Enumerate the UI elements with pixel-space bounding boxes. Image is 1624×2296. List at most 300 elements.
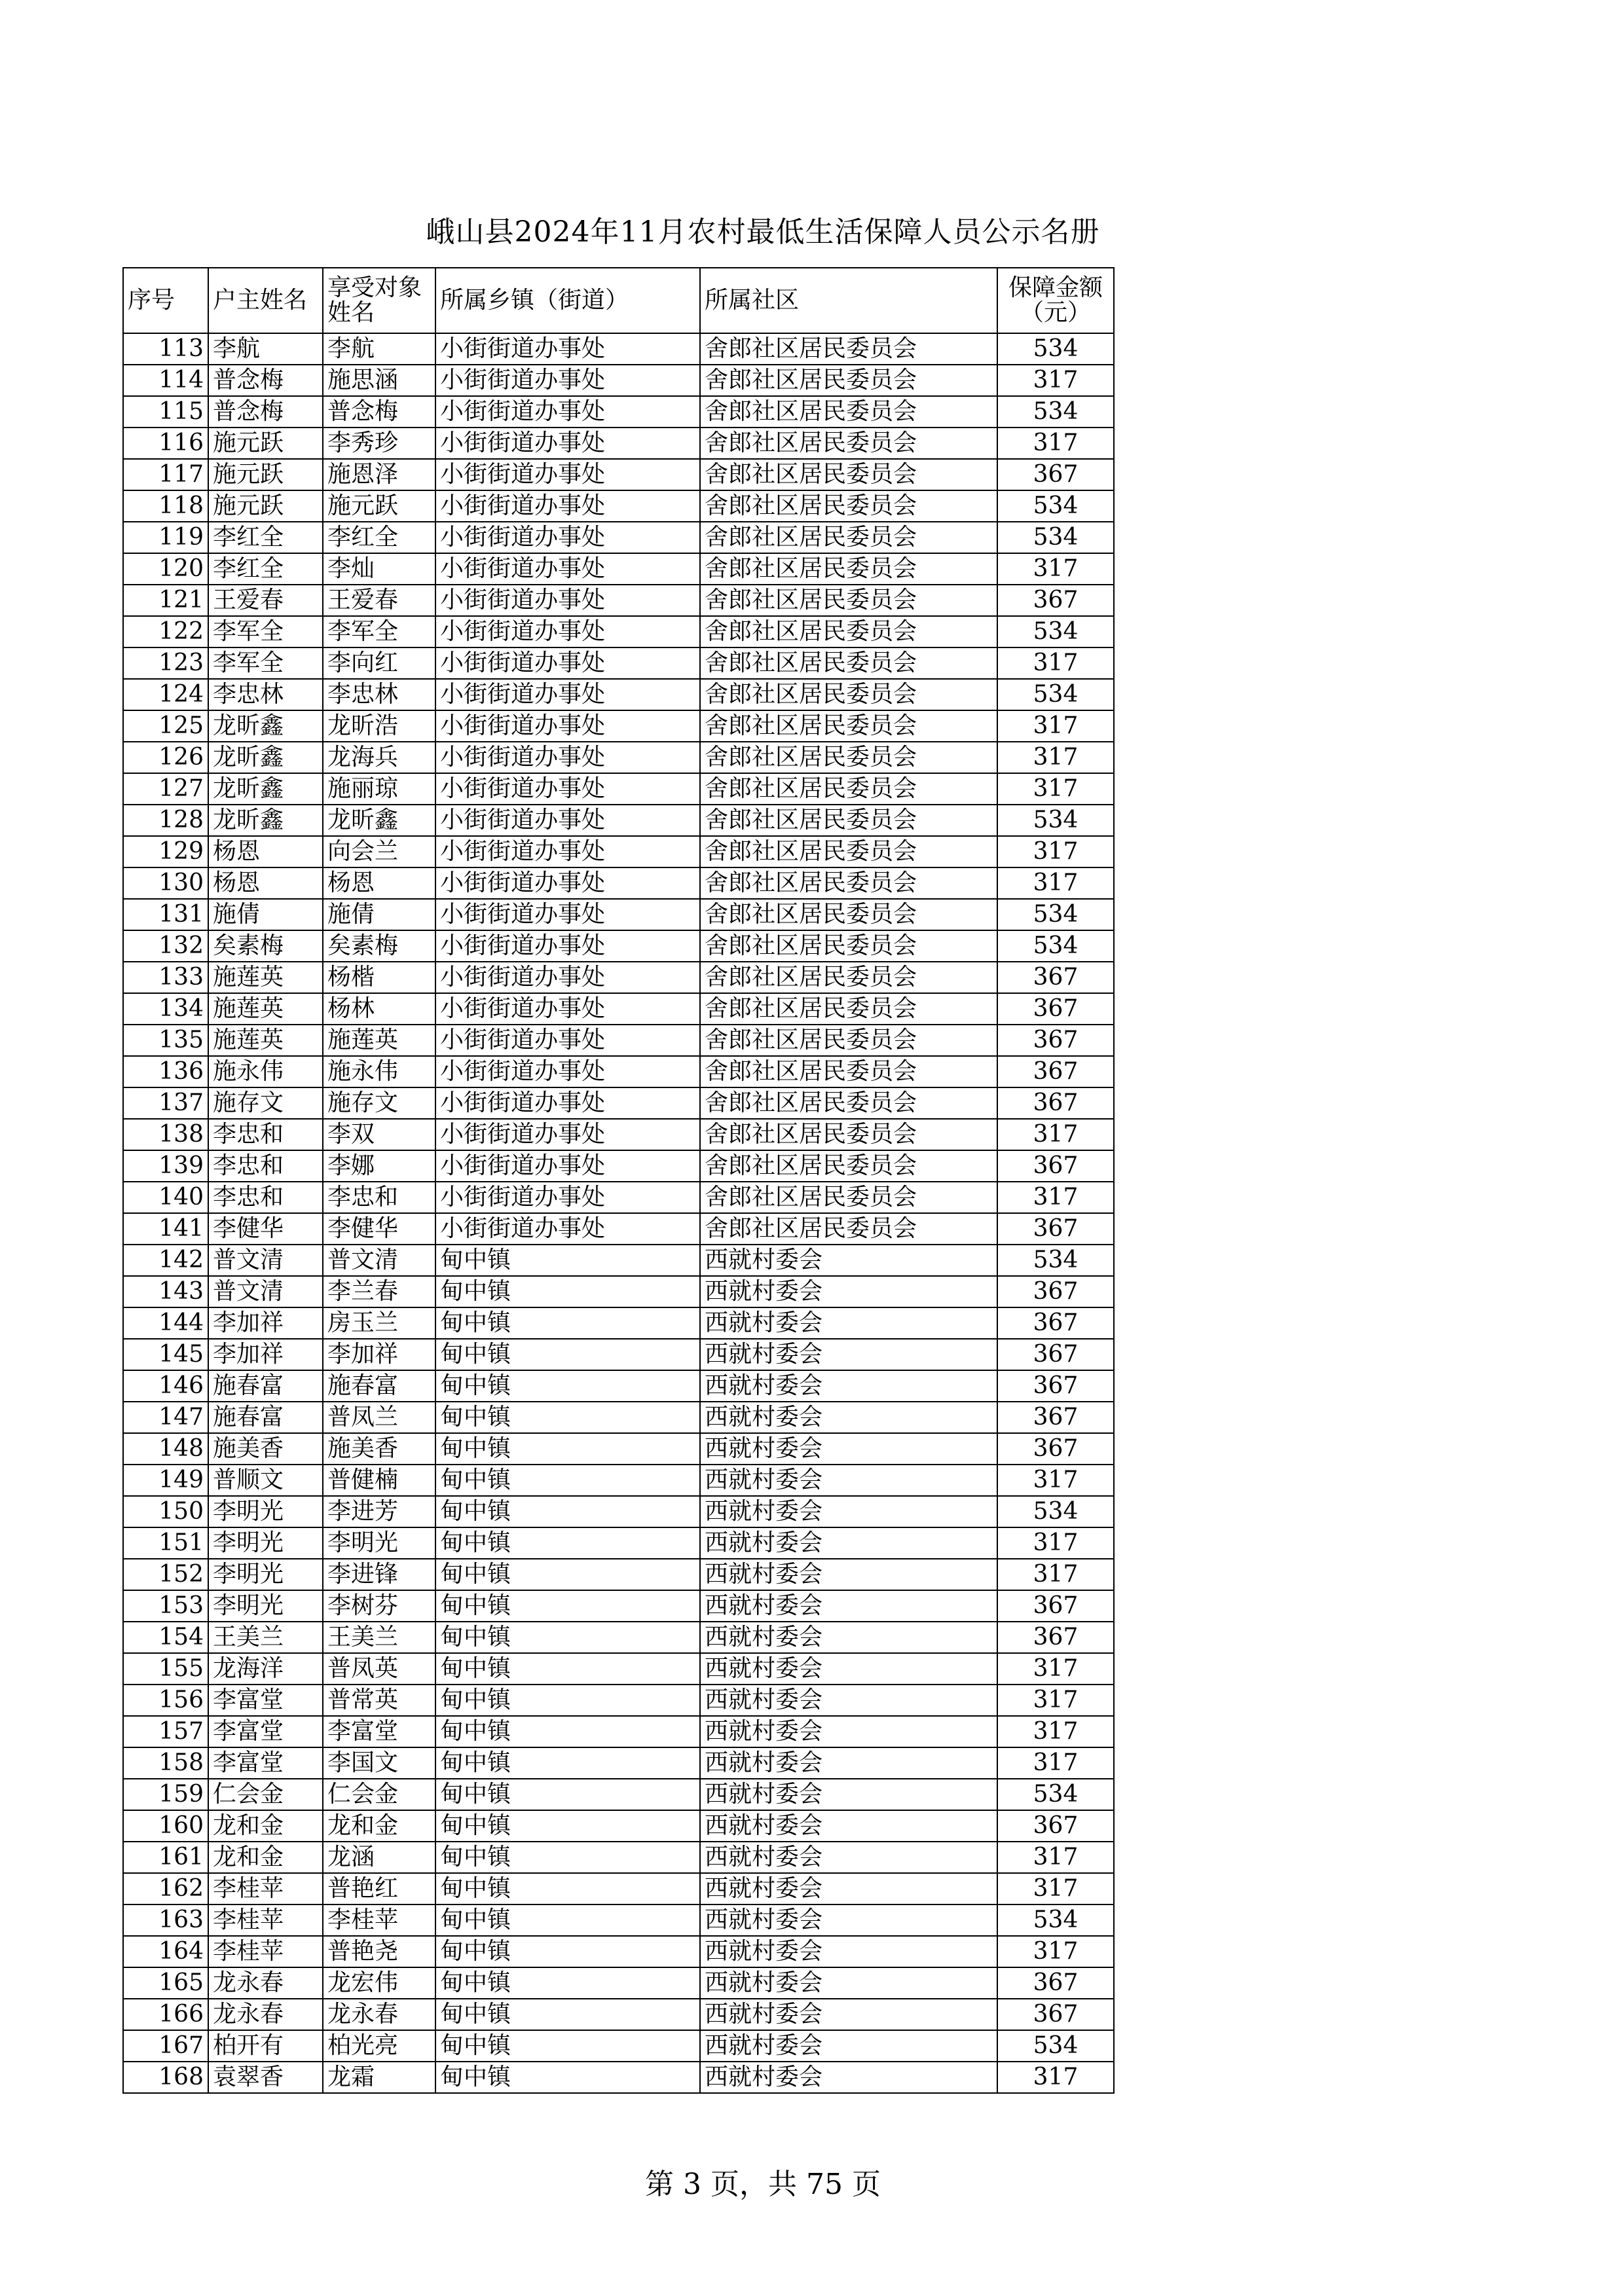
row-householder: 龙昕鑫 <box>208 805 323 836</box>
row-amount: 367 <box>997 1056 1114 1087</box>
row-community: 舍郎社区居民委员会 <box>700 1119 997 1150</box>
row-amount: 534 <box>997 616 1114 647</box>
table-row <box>123 1182 1114 1213</box>
row-no: 147 <box>123 1402 208 1433</box>
row-town: 甸中镇 <box>435 1465 700 1496</box>
table-row <box>123 1527 1114 1559</box>
table-row <box>123 1716 1114 1747</box>
table-row <box>123 2030 1114 2062</box>
row-amount: 317 <box>997 1685 1114 1716</box>
row-beneficiary: 向会兰 <box>323 836 435 867</box>
header-town: 所属乡镇（街道） <box>435 268 700 333</box>
table-row <box>123 1685 1114 1716</box>
row-amount: 367 <box>997 993 1114 1025</box>
row-householder: 王美兰 <box>208 1622 323 1653</box>
row-householder: 李红全 <box>208 522 323 553</box>
row-householder: 李军全 <box>208 647 323 679</box>
row-town: 甸中镇 <box>435 1967 700 1999</box>
row-amount: 317 <box>997 365 1114 396</box>
row-amount: 534 <box>997 490 1114 522</box>
row-beneficiary: 施元跃 <box>323 490 435 522</box>
row-beneficiary: 李桂苹 <box>323 1904 435 1936</box>
row-town: 小街街道办事处 <box>435 1182 700 1213</box>
row-householder: 龙海洋 <box>208 1653 323 1685</box>
row-town: 小街街道办事处 <box>435 710 700 742</box>
table-row <box>123 899 1114 930</box>
row-beneficiary: 李军全 <box>323 616 435 647</box>
row-community: 西就村委会 <box>700 1716 997 1747</box>
row-householder: 李富堂 <box>208 1716 323 1747</box>
row-beneficiary: 普凤兰 <box>323 1402 435 1433</box>
row-householder: 袁翠香 <box>208 2062 323 2093</box>
row-amount: 317 <box>997 1182 1114 1213</box>
row-amount: 317 <box>997 1465 1114 1496</box>
row-amount: 534 <box>997 1904 1114 1936</box>
row-no: 166 <box>123 1999 208 2030</box>
row-amount: 367 <box>997 1276 1114 1307</box>
row-beneficiary: 李健华 <box>323 1213 435 1245</box>
row-beneficiary: 施丽琼 <box>323 773 435 805</box>
row-community: 舍郎社区居民委员会 <box>700 553 997 585</box>
row-town: 甸中镇 <box>435 1433 700 1465</box>
row-amount: 534 <box>997 930 1114 962</box>
row-community: 舍郎社区居民委员会 <box>700 742 997 773</box>
row-beneficiary: 普凤英 <box>323 1653 435 1685</box>
row-amount: 534 <box>997 1245 1114 1276</box>
table-row <box>123 1433 1114 1465</box>
row-householder: 普念梅 <box>208 396 323 428</box>
row-beneficiary: 龙宏伟 <box>323 1967 435 1999</box>
row-town: 小街街道办事处 <box>435 616 700 647</box>
row-beneficiary: 施永伟 <box>323 1056 435 1087</box>
row-amount: 534 <box>997 679 1114 710</box>
row-householder: 李明光 <box>208 1590 323 1622</box>
table-row <box>123 2062 1114 2093</box>
row-amount: 367 <box>997 459 1114 490</box>
row-no: 119 <box>123 522 208 553</box>
table-row <box>123 1150 1114 1182</box>
row-community: 舍郎社区居民委员会 <box>700 867 997 899</box>
row-beneficiary: 李秀珍 <box>323 428 435 459</box>
row-town: 小街街道办事处 <box>435 962 700 993</box>
row-householder: 龙和金 <box>208 1842 323 1873</box>
row-community: 西就村委会 <box>700 1402 997 1433</box>
row-no: 146 <box>123 1370 208 1402</box>
row-town: 小街街道办事处 <box>435 459 700 490</box>
row-no: 126 <box>123 742 208 773</box>
row-community: 舍郎社区居民委员会 <box>700 899 997 930</box>
table-row <box>123 1810 1114 1842</box>
row-no: 133 <box>123 962 208 993</box>
table-row <box>123 773 1114 805</box>
row-community: 西就村委会 <box>700 1653 997 1685</box>
row-town: 小街街道办事处 <box>435 993 700 1025</box>
row-community: 舍郎社区居民委员会 <box>700 993 997 1025</box>
row-town: 小街街道办事处 <box>435 899 700 930</box>
row-town: 甸中镇 <box>435 1307 700 1339</box>
row-amount: 367 <box>997 1810 1114 1842</box>
row-beneficiary: 普健楠 <box>323 1465 435 1496</box>
row-town: 甸中镇 <box>435 1402 700 1433</box>
table-row <box>123 459 1114 490</box>
row-town: 小街街道办事处 <box>435 1056 700 1087</box>
row-amount: 367 <box>997 1025 1114 1056</box>
roster-body <box>123 333 1114 2093</box>
row-householder: 李富堂 <box>208 1685 323 1716</box>
row-town: 小街街道办事处 <box>435 333 700 365</box>
row-householder: 龙昕鑫 <box>208 773 323 805</box>
row-amount: 317 <box>997 1653 1114 1685</box>
row-householder: 施元跃 <box>208 490 323 522</box>
table-row <box>123 333 1114 365</box>
row-beneficiary: 龙涵 <box>323 1842 435 1873</box>
row-town: 小街街道办事处 <box>435 522 700 553</box>
row-beneficiary: 杨恩 <box>323 867 435 899</box>
row-community: 舍郎社区居民委员会 <box>700 428 997 459</box>
row-community: 舍郎社区居民委员会 <box>700 365 997 396</box>
row-town: 小街街道办事处 <box>435 679 700 710</box>
row-householder: 李加祥 <box>208 1339 323 1370</box>
header-amount: 保障金额（元） <box>997 268 1114 333</box>
row-amount: 534 <box>997 805 1114 836</box>
row-community: 西就村委会 <box>700 1999 997 2030</box>
header-no: 序号 <box>123 268 208 333</box>
row-community: 西就村委会 <box>700 1276 997 1307</box>
row-beneficiary: 龙昕浩 <box>323 710 435 742</box>
row-no: 164 <box>123 1936 208 1967</box>
row-no: 149 <box>123 1465 208 1496</box>
table-row <box>123 867 1114 899</box>
row-beneficiary: 李娜 <box>323 1150 435 1182</box>
row-town: 小街街道办事处 <box>435 647 700 679</box>
row-community: 舍郎社区居民委员会 <box>700 1150 997 1182</box>
row-community: 舍郎社区居民委员会 <box>700 1025 997 1056</box>
table-row <box>123 522 1114 553</box>
table-row <box>123 836 1114 867</box>
row-householder: 柏开有 <box>208 2030 323 2062</box>
row-community: 西就村委会 <box>700 1496 997 1527</box>
row-town: 甸中镇 <box>435 1496 700 1527</box>
row-householder: 施永伟 <box>208 1056 323 1087</box>
row-no: 150 <box>123 1496 208 1527</box>
row-householder: 施美香 <box>208 1433 323 1465</box>
row-amount: 534 <box>997 522 1114 553</box>
row-no: 128 <box>123 805 208 836</box>
row-town: 甸中镇 <box>435 1999 700 2030</box>
table-row <box>123 428 1114 459</box>
row-beneficiary: 王美兰 <box>323 1622 435 1653</box>
row-town: 甸中镇 <box>435 1339 700 1370</box>
row-householder: 李忠和 <box>208 1150 323 1182</box>
row-community: 舍郎社区居民委员会 <box>700 647 997 679</box>
row-no: 158 <box>123 1747 208 1779</box>
row-beneficiary: 李向红 <box>323 647 435 679</box>
row-community: 舍郎社区居民委员会 <box>700 679 997 710</box>
table-row <box>123 1465 1114 1496</box>
row-no: 140 <box>123 1182 208 1213</box>
row-no: 132 <box>123 930 208 962</box>
table-row <box>123 1119 1114 1150</box>
row-amount: 367 <box>997 962 1114 993</box>
row-no: 122 <box>123 616 208 647</box>
table-row <box>123 1245 1114 1276</box>
row-community: 西就村委会 <box>700 1936 997 1967</box>
row-community: 西就村委会 <box>700 1433 997 1465</box>
table-row <box>123 930 1114 962</box>
row-amount: 317 <box>997 867 1114 899</box>
row-beneficiary: 普念梅 <box>323 396 435 428</box>
row-town: 甸中镇 <box>435 1685 700 1716</box>
row-amount: 367 <box>997 1150 1114 1182</box>
row-no: 136 <box>123 1056 208 1087</box>
row-amount: 367 <box>997 1087 1114 1119</box>
row-no: 145 <box>123 1339 208 1370</box>
row-community: 西就村委会 <box>700 1873 997 1904</box>
row-no: 155 <box>123 1653 208 1685</box>
row-beneficiary: 李兰春 <box>323 1276 435 1307</box>
table-row <box>123 962 1114 993</box>
row-town: 甸中镇 <box>435 1559 700 1590</box>
table-row <box>123 742 1114 773</box>
row-householder: 施莲英 <box>208 993 323 1025</box>
row-community: 舍郎社区居民委员会 <box>700 710 997 742</box>
row-householder: 矣素梅 <box>208 930 323 962</box>
row-town: 甸中镇 <box>435 1527 700 1559</box>
table-row <box>123 1307 1114 1339</box>
row-amount: 317 <box>997 428 1114 459</box>
row-beneficiary: 龙和金 <box>323 1810 435 1842</box>
row-amount: 317 <box>997 1936 1114 1967</box>
row-town: 甸中镇 <box>435 1747 700 1779</box>
table-row <box>123 679 1114 710</box>
row-town: 甸中镇 <box>435 2030 700 2062</box>
row-community: 西就村委会 <box>700 2030 997 2062</box>
table-row <box>123 1087 1114 1119</box>
row-no: 163 <box>123 1904 208 1936</box>
table-row <box>123 1590 1114 1622</box>
row-householder: 施元跃 <box>208 459 323 490</box>
page-footer <box>0 2160 1624 2202</box>
row-beneficiary: 施春富 <box>323 1370 435 1402</box>
table-row <box>123 1402 1114 1433</box>
row-householder: 李航 <box>208 333 323 365</box>
row-amount: 367 <box>997 1622 1114 1653</box>
row-householder: 李明光 <box>208 1559 323 1590</box>
row-no: 135 <box>123 1025 208 1056</box>
table-row <box>123 1967 1114 1999</box>
row-town: 甸中镇 <box>435 1653 700 1685</box>
row-community: 舍郎社区居民委员会 <box>700 396 997 428</box>
row-community: 舍郎社区居民委员会 <box>700 459 997 490</box>
row-amount: 317 <box>997 1716 1114 1747</box>
table-row <box>123 1622 1114 1653</box>
table-row <box>123 490 1114 522</box>
row-community: 舍郎社区居民委员会 <box>700 333 997 365</box>
row-community: 西就村委会 <box>700 1245 997 1276</box>
row-beneficiary: 柏光亮 <box>323 2030 435 2062</box>
row-no: 159 <box>123 1779 208 1810</box>
table-row <box>123 1999 1114 2030</box>
row-householder: 普文清 <box>208 1245 323 1276</box>
row-community: 舍郎社区居民委员会 <box>700 1087 997 1119</box>
row-beneficiary: 李红全 <box>323 522 435 553</box>
table-row <box>123 365 1114 396</box>
row-householder: 杨恩 <box>208 836 323 867</box>
row-no: 137 <box>123 1087 208 1119</box>
row-householder: 普文清 <box>208 1276 323 1307</box>
table-row <box>123 396 1114 428</box>
row-beneficiary: 普艳红 <box>323 1873 435 1904</box>
row-town: 小街街道办事处 <box>435 1150 700 1182</box>
row-amount: 317 <box>997 1559 1114 1590</box>
row-householder: 施存文 <box>208 1087 323 1119</box>
row-householder: 施莲英 <box>208 1025 323 1056</box>
row-community: 西就村委会 <box>700 1685 997 1716</box>
row-amount: 317 <box>997 1119 1114 1150</box>
table-row <box>123 1779 1114 1810</box>
row-householder: 李忠和 <box>208 1119 323 1150</box>
table-row <box>123 1747 1114 1779</box>
row-householder: 施莲英 <box>208 962 323 993</box>
row-beneficiary: 李加祥 <box>323 1339 435 1370</box>
row-no: 160 <box>123 1810 208 1842</box>
row-beneficiary: 施倩 <box>323 899 435 930</box>
document-title-text: 峨山县2024年11月农村最低生活保障人员公示名册 <box>426 215 1100 249</box>
row-beneficiary: 施莲英 <box>323 1025 435 1056</box>
row-householder: 普念梅 <box>208 365 323 396</box>
row-beneficiary: 施思涵 <box>323 365 435 396</box>
table-row <box>123 553 1114 585</box>
row-householder: 李红全 <box>208 553 323 585</box>
row-householder: 施元跃 <box>208 428 323 459</box>
row-no: 114 <box>123 365 208 396</box>
row-town: 甸中镇 <box>435 1622 700 1653</box>
row-beneficiary: 李进锋 <box>323 1559 435 1590</box>
row-amount: 534 <box>997 1779 1114 1810</box>
row-no: 113 <box>123 333 208 365</box>
row-town: 甸中镇 <box>435 1810 700 1842</box>
row-amount: 317 <box>997 2062 1114 2093</box>
row-beneficiary: 龙昕鑫 <box>323 805 435 836</box>
row-community: 西就村委会 <box>700 1779 997 1810</box>
row-beneficiary: 李灿 <box>323 553 435 585</box>
row-householder: 李忠林 <box>208 679 323 710</box>
row-amount: 367 <box>997 1213 1114 1245</box>
row-town: 小街街道办事处 <box>435 867 700 899</box>
row-no: 129 <box>123 836 208 867</box>
row-community: 西就村委会 <box>700 1747 997 1779</box>
row-town: 甸中镇 <box>435 1590 700 1622</box>
row-amount: 367 <box>997 1307 1114 1339</box>
row-no: 153 <box>123 1590 208 1622</box>
row-town: 甸中镇 <box>435 1842 700 1873</box>
row-community: 舍郎社区居民委员会 <box>700 1182 997 1213</box>
header-beneficiary: 享受对象姓名 <box>323 268 435 333</box>
row-town: 甸中镇 <box>435 1716 700 1747</box>
row-beneficiary: 普常英 <box>323 1685 435 1716</box>
row-town: 小街街道办事处 <box>435 742 700 773</box>
row-community: 西就村委会 <box>700 1967 997 1999</box>
row-amount: 367 <box>997 1402 1114 1433</box>
row-no: 121 <box>123 585 208 616</box>
row-amount: 367 <box>997 1433 1114 1465</box>
row-beneficiary: 李进芳 <box>323 1496 435 1527</box>
row-community: 舍郎社区居民委员会 <box>700 1056 997 1087</box>
row-beneficiary: 施存文 <box>323 1087 435 1119</box>
row-no: 118 <box>123 490 208 522</box>
row-community: 西就村委会 <box>700 1339 997 1370</box>
row-beneficiary: 施恩泽 <box>323 459 435 490</box>
row-amount: 317 <box>997 836 1114 867</box>
row-community: 舍郎社区居民委员会 <box>700 805 997 836</box>
row-town: 小街街道办事处 <box>435 490 700 522</box>
table-row <box>123 1842 1114 1873</box>
row-amount: 534 <box>997 1496 1114 1527</box>
row-beneficiary: 李忠林 <box>323 679 435 710</box>
row-householder: 仁会金 <box>208 1779 323 1810</box>
row-town: 甸中镇 <box>435 1370 700 1402</box>
row-town: 小街街道办事处 <box>435 553 700 585</box>
table-row <box>123 1056 1114 1087</box>
row-no: 167 <box>123 2030 208 2062</box>
row-amount: 534 <box>997 396 1114 428</box>
row-beneficiary: 施美香 <box>323 1433 435 1465</box>
row-householder: 李忠和 <box>208 1182 323 1213</box>
row-no: 131 <box>123 899 208 930</box>
row-amount: 317 <box>997 710 1114 742</box>
table-row <box>123 616 1114 647</box>
row-householder: 李桂苹 <box>208 1873 323 1904</box>
row-amount: 367 <box>997 1370 1114 1402</box>
row-community: 舍郎社区居民委员会 <box>700 962 997 993</box>
row-community: 舍郎社区居民委员会 <box>700 616 997 647</box>
row-beneficiary: 普文清 <box>323 1245 435 1276</box>
table-row <box>123 647 1114 679</box>
row-town: 小街街道办事处 <box>435 1087 700 1119</box>
row-beneficiary: 李树芬 <box>323 1590 435 1622</box>
row-no: 125 <box>123 710 208 742</box>
row-beneficiary: 普艳尧 <box>323 1936 435 1967</box>
row-town: 小街街道办事处 <box>435 930 700 962</box>
row-no: 138 <box>123 1119 208 1150</box>
row-no: 116 <box>123 428 208 459</box>
row-householder: 王爱春 <box>208 585 323 616</box>
row-beneficiary: 李明光 <box>323 1527 435 1559</box>
header-householder: 户主姓名 <box>208 268 323 333</box>
row-community: 舍郎社区居民委员会 <box>700 1213 997 1245</box>
row-community: 舍郎社区居民委员会 <box>700 930 997 962</box>
row-amount: 367 <box>997 1999 1114 2030</box>
row-householder: 李桂苹 <box>208 1904 323 1936</box>
row-no: 151 <box>123 1527 208 1559</box>
row-town: 小街街道办事处 <box>435 773 700 805</box>
row-householder: 龙和金 <box>208 1810 323 1842</box>
table-row <box>123 1339 1114 1370</box>
row-town: 甸中镇 <box>435 1936 700 1967</box>
row-no: 139 <box>123 1150 208 1182</box>
row-beneficiary: 房玉兰 <box>323 1307 435 1339</box>
row-householder: 龙永春 <box>208 1999 323 2030</box>
row-amount: 317 <box>997 1842 1114 1873</box>
row-no: 162 <box>123 1873 208 1904</box>
row-householder: 施倩 <box>208 899 323 930</box>
table-row <box>123 1653 1114 1685</box>
table-row <box>123 585 1114 616</box>
row-town: 小街街道办事处 <box>435 1119 700 1150</box>
row-community: 西就村委会 <box>700 1904 997 1936</box>
row-beneficiary: 龙永春 <box>323 1999 435 2030</box>
row-householder: 普顺文 <box>208 1465 323 1496</box>
